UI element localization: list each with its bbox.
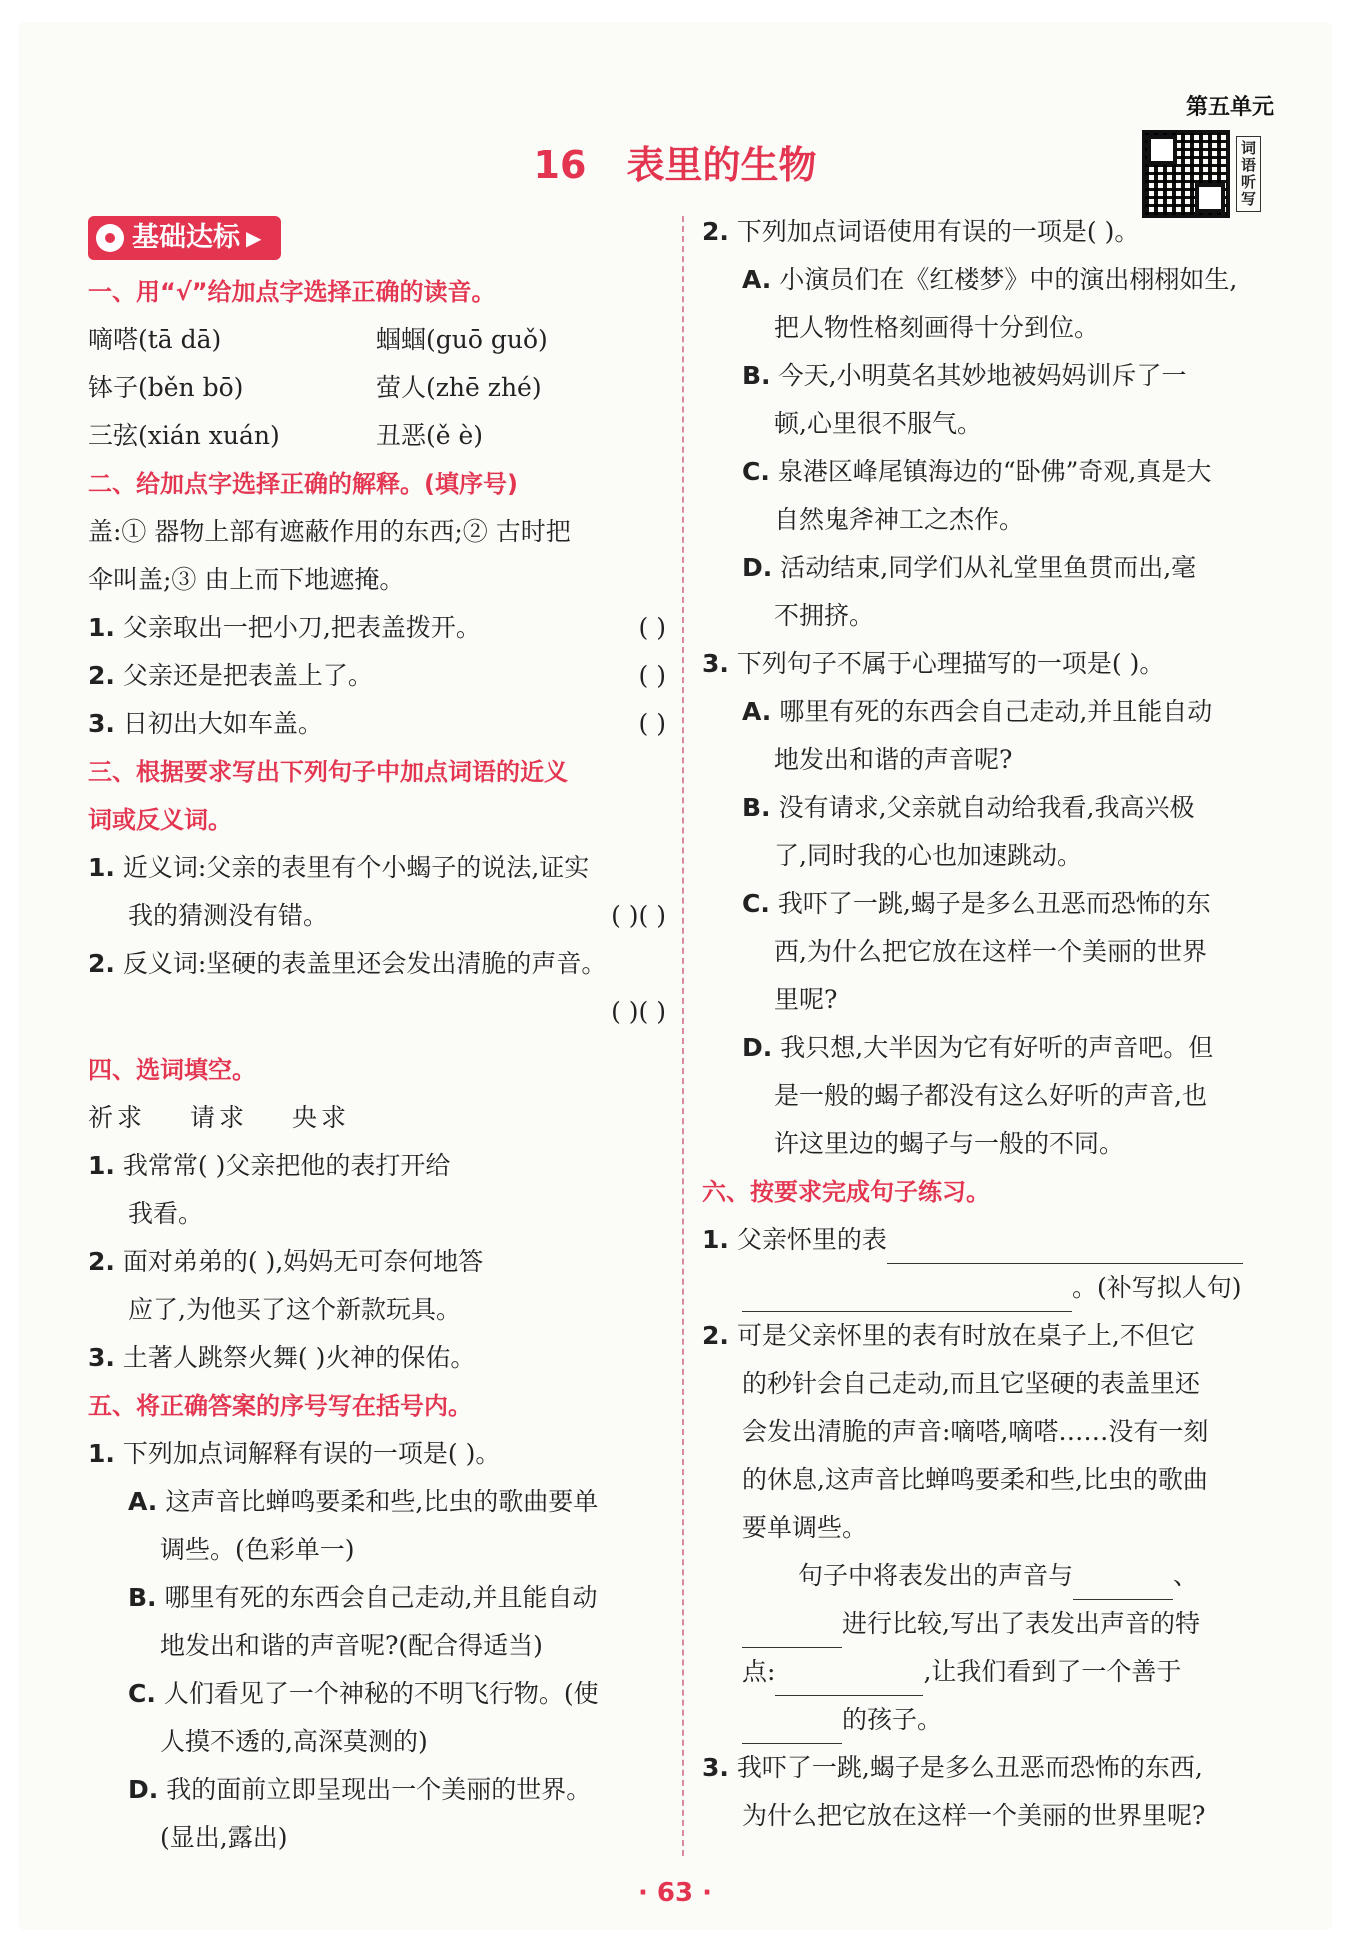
left-column xyxy=(88,212,666,1862)
option-d[interactable]: D. 我只想,大半因为它有好听的声音吧。但 xyxy=(742,1033,1214,1062)
section-2-heading: 二、给加点字选择正确的解释。(填序号) xyxy=(88,470,518,498)
option-d-cont: 是一般的蝎子都没有这么好听的声音,也 xyxy=(774,1081,1207,1110)
question-row: 1. 父亲取出一把小刀,把表盖拨开。 ( ) xyxy=(88,604,666,652)
definition-line: 伞叫盖;③ 由上而下地遮掩。 xyxy=(88,565,405,594)
question-row: 我的猜测没有错。 ( )( ) xyxy=(88,892,666,940)
fill-line: 句子中将表发出的声音与 、 xyxy=(702,1552,1276,1600)
passage-line: 要单调些。 xyxy=(742,1513,868,1542)
answer-paren[interactable]: ( ) xyxy=(638,661,666,690)
question-row: 3. 我吓了一跳,蝎子是多么丑恶而恐怖的东西, xyxy=(702,1753,1203,1782)
right-column xyxy=(702,208,1276,1840)
question-row: 。(补写拟人句) xyxy=(702,1264,1276,1312)
option-c-cont: 人摸不透的,高深莫测的) xyxy=(160,1727,428,1756)
option-b-cont: 地发出和谐的声音呢?(配合得适当) xyxy=(160,1631,543,1660)
question-row: 应了,为他买了这个新款玩具。 xyxy=(128,1295,461,1324)
definition-line: 盖:① 器物上部有遮蔽作用的东西;② 古时把 xyxy=(88,517,571,546)
question-row: 2. 反义词:坚硬的表盖里还会发出清脆的声音。 xyxy=(88,949,607,978)
option-c-cont: 里呢? xyxy=(774,985,838,1014)
passage-line: 会发出清脆的声音:嘀嗒,嘀嗒……没有一刻 xyxy=(742,1417,1209,1446)
qr-label: 词语听写 xyxy=(1236,136,1261,212)
passage-line: 的休息,这声音比蝉鸣要柔和些,比虫的歌曲 xyxy=(742,1465,1208,1494)
question-row: 3. 土著人跳祭火舞( )火神的保佑。 xyxy=(88,1343,476,1372)
option-a-cont: 地发出和谐的声音呢? xyxy=(774,745,1013,774)
word-choices: 祈求 请求 央求 xyxy=(88,1103,351,1132)
fill-line: 点: ,让我们看到了一个善于 xyxy=(702,1648,1276,1696)
answer-blank[interactable] xyxy=(775,1665,923,1696)
question-row: 3. 日初出大如车盖。 ( ) xyxy=(88,700,666,748)
question-row: 3. 下列句子不属于心理描写的一项是( )。 xyxy=(702,649,1165,678)
section-3-heading: 词或反义词。 xyxy=(88,806,232,834)
question-row: 2. 父亲还是把表盖上了。 ( ) xyxy=(88,652,666,700)
option-a[interactable]: A. 哪里有死的东西会自己走动,并且能自动 xyxy=(742,697,1213,726)
option-b[interactable]: B. 今天,小明莫名其妙地被妈妈训斥了一 xyxy=(742,361,1187,390)
section-badge: 基础达标 ▶ xyxy=(88,216,281,260)
pinyin-row: 三弦(xián xuán) 丑恶(ě è) xyxy=(88,421,484,450)
passage-line: 的秒针会自己走动,而且它坚硬的表盖里还 xyxy=(742,1369,1200,1398)
answer-paren[interactable]: ( )( ) xyxy=(611,901,666,930)
section-1-heading: 一、用“√”给加点字选择正确的读音。 xyxy=(88,278,496,306)
unit-label: 第五单元 xyxy=(1185,95,1274,120)
section-6-heading: 六、按要求完成句子练习。 xyxy=(702,1178,990,1206)
question-row: 2. 可是父亲怀里的表有时放在桌子上,不但它 xyxy=(702,1321,1195,1350)
answer-paren[interactable]: ( )( ) xyxy=(611,997,666,1026)
column-divider xyxy=(682,216,684,1856)
gear-icon xyxy=(96,224,124,252)
fill-line: 的孩子。 xyxy=(702,1696,1276,1744)
section-4-heading: 四、选词填空。 xyxy=(88,1056,256,1084)
question-row: 1. 近义词:父亲的表里有个小蝎子的说法,证实 xyxy=(88,853,590,882)
lesson-number: 16 xyxy=(533,143,587,187)
section-3-heading: 三、根据要求写出下列句子中加点词语的近义 xyxy=(88,758,568,786)
answer-blank[interactable] xyxy=(742,1713,842,1744)
question-row: 我看。 xyxy=(128,1199,204,1228)
option-a[interactable]: A. 小演员们在《红楼梦》中的演出栩栩如生, xyxy=(742,265,1238,294)
fill-line: 进行比较,写出了表发出声音的特 xyxy=(702,1600,1276,1648)
option-a-cont: 调些。(色彩单一) xyxy=(160,1535,355,1564)
option-c[interactable]: C. 泉港区峰尾镇海边的“卧佛”奇观,真是大 xyxy=(742,457,1212,486)
option-d[interactable]: D. 活动结束,同学们从礼堂里鱼贯而出,毫 xyxy=(742,553,1197,582)
answer-paren[interactable]: ( ) xyxy=(638,709,666,738)
answer-blank[interactable] xyxy=(1073,1569,1173,1600)
option-c-cont: 西,为什么把它放在这样一个美丽的世界 xyxy=(774,937,1207,966)
option-c[interactable]: C. 我吓了一跳,蝎子是多么丑恶而恐怖的东 xyxy=(742,889,1211,918)
question-row: 1. 下列加点词解释有误的一项是( )。 xyxy=(88,1439,501,1468)
option-c-cont: 自然鬼斧神工之杰作。 xyxy=(774,505,1025,534)
page-number: · 63 · xyxy=(637,1878,713,1908)
answer-paren[interactable]: ( ) xyxy=(638,613,666,642)
option-a[interactable]: A. 这声音比蝉鸣要柔和些,比虫的歌曲要单 xyxy=(128,1487,599,1516)
option-a-cont: 把人物性格刻画得十分到位。 xyxy=(774,313,1100,342)
option-d-cont: 许这里边的蝎子与一般的不同。 xyxy=(774,1129,1125,1158)
question-row: 1. 我常常( )父亲把他的表打开给 xyxy=(88,1151,451,1180)
option-b-cont: 了,同时我的心也加速跳动。 xyxy=(774,841,1082,870)
option-d-cont: 不拥挤。 xyxy=(774,601,875,630)
question-row xyxy=(88,988,666,1036)
section-5-heading: 五、将正确答案的序号写在括号内。 xyxy=(88,1392,472,1420)
page-title xyxy=(0,134,1350,189)
option-d-cont: (显出,露出) xyxy=(160,1823,288,1852)
answer-blank[interactable] xyxy=(742,1281,1072,1312)
question-row: 为什么把它放在这样一个美丽的世界里呢? xyxy=(742,1801,1206,1830)
option-b[interactable]: B. 哪里有死的东西会自己走动,并且能自动 xyxy=(128,1583,598,1612)
option-b-cont: 顿,心里很不服气。 xyxy=(774,409,982,438)
answer-blank[interactable] xyxy=(742,1617,842,1648)
question-row: 2. 下列加点词语使用有误的一项是( )。 xyxy=(702,217,1140,246)
answer-blank[interactable] xyxy=(887,1233,1243,1264)
option-d[interactable]: D. 我的面前立即呈现出一个美丽的世界。 xyxy=(128,1775,592,1804)
question-row: 2. 面对弟弟的( ),妈妈无可奈何地答 xyxy=(88,1247,484,1276)
option-c[interactable]: C. 人们看见了一个神秘的不明飞行物。(使 xyxy=(128,1679,599,1708)
lesson-title: 表里的生物 xyxy=(626,143,817,187)
option-b[interactable]: B. 没有请求,父亲就自动给我看,我高兴极 xyxy=(742,793,1195,822)
pinyin-row: 嘀嗒(tā dā) 蝈蝈(guō guǒ) xyxy=(88,325,548,354)
pinyin-row: 钵子(běn bō) 萤人(zhē zhé) xyxy=(88,373,542,402)
question-row: 1. 父亲怀里的表 xyxy=(702,1216,1276,1264)
arrow-icon: ▶ xyxy=(246,226,262,250)
